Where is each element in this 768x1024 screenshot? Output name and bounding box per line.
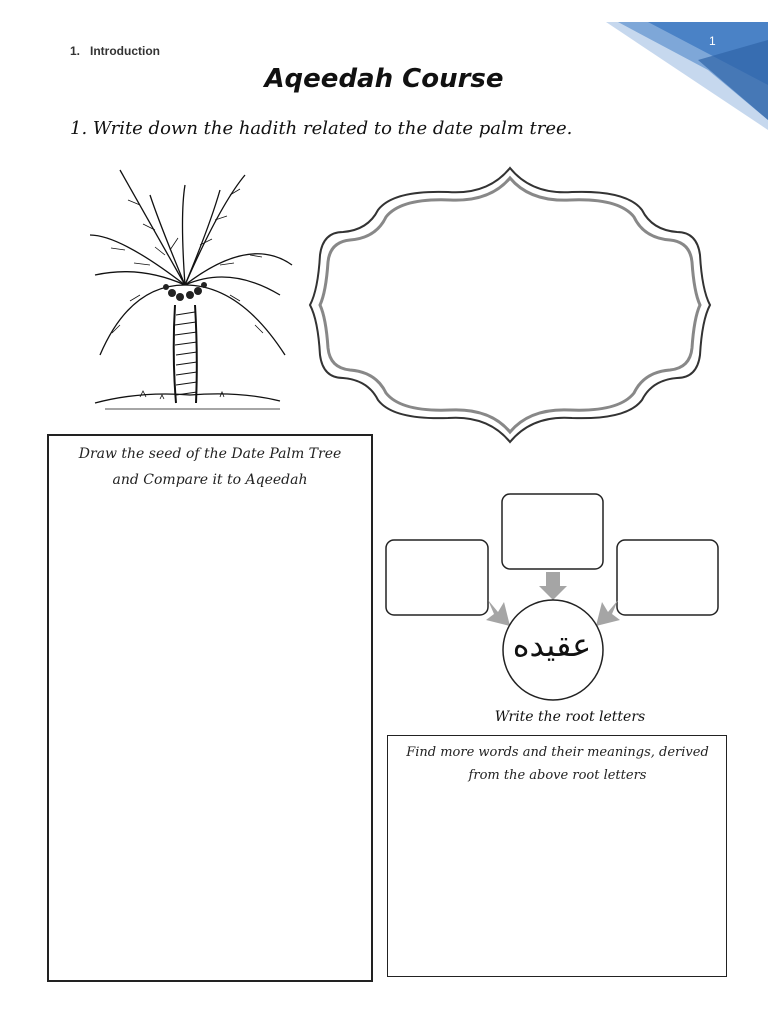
words-prompt-line-2: from the above root letters (468, 768, 647, 783)
page-number: 1 (709, 34, 716, 48)
seed-drawing-box[interactable] (47, 434, 373, 982)
seed-box-prompt (55, 441, 365, 493)
root-letter-box-center (502, 494, 603, 569)
root-letter-box-left (386, 540, 488, 615)
root-letters-caption: Write the root letters (494, 709, 646, 725)
question-1: 1. Write down the hadith related to the date palm tree. (70, 118, 573, 139)
root-letter-box-right (617, 540, 718, 615)
date-palm-tree-image (80, 165, 300, 415)
root-letters-diagram (380, 488, 725, 703)
derived-words-prompt (395, 741, 720, 787)
seed-prompt-line-2: and Compare it to Aqeedah (112, 472, 308, 488)
words-prompt-line-1: Find more words and their meanings, derived (406, 745, 709, 760)
ornate-frame (298, 160, 722, 450)
page-title: Aqeedah Course (264, 64, 504, 94)
seed-prompt-line-1: Draw the seed of the Date Palm Tree (78, 446, 342, 462)
section-label: 1. Introduction (70, 44, 160, 58)
aqeedah-arabic-word: عقيده (512, 626, 592, 664)
